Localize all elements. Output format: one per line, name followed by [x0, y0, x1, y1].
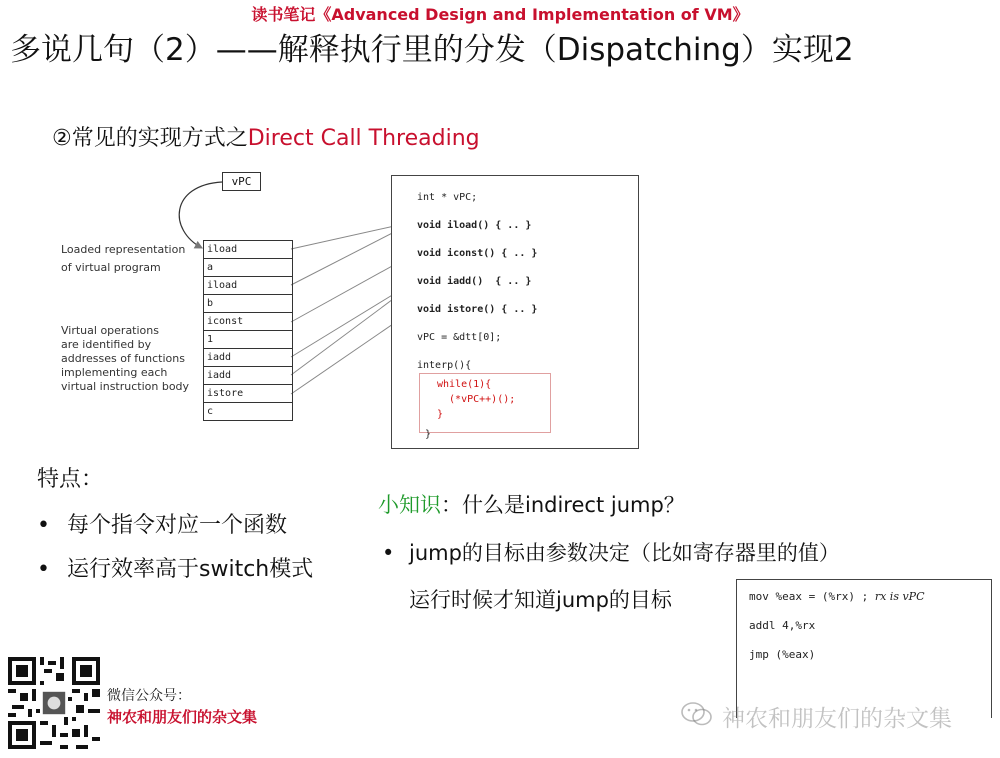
code-line: vPC = &dtt[0];: [417, 332, 502, 343]
wechat-label: 微信公众号：: [107, 688, 191, 704]
tip-label: 小知识: [378, 493, 441, 517]
program-cell: iconst: [204, 313, 292, 331]
program-cell: 1: [204, 331, 292, 349]
wechat-account-name: 神农和朋友们的杂文集: [107, 708, 258, 726]
note-line: Loaded representation: [61, 243, 186, 256]
asm-line: addl 4,%rx: [749, 619, 816, 632]
note-line: addresses of functions: [61, 352, 185, 365]
subtitle-highlight: Direct Call Threading: [247, 126, 480, 151]
wechat-watermark-icon: [680, 700, 714, 728]
tip-heading: [378, 489, 685, 519]
code-while-line: }: [437, 409, 444, 420]
subtitle-prefix: ②常见的实现方式之: [52, 126, 248, 151]
code-line: int * vPC;: [417, 192, 478, 203]
slide-title: 多说几句（2）——解释执行里的分发（Dispatching）实现2: [10, 32, 854, 68]
watermark-text: 神农和朋友们的杂文集: [722, 706, 952, 732]
note-line: are identified by: [61, 338, 152, 351]
bullet: •: [37, 513, 50, 538]
code-line: interp(){: [417, 360, 472, 371]
bullet: •: [37, 557, 50, 582]
program-cell: c: [204, 403, 292, 421]
code-line: void iload() { .. }: [417, 220, 532, 231]
code-line: void iconst() { .. }: [417, 248, 538, 259]
program-cell: iadd: [204, 349, 292, 367]
program-cell: a: [204, 259, 292, 277]
code-box: [391, 175, 639, 449]
feature-item: [37, 508, 287, 539]
asm-code: mov %eax = (%rx) ;: [749, 590, 875, 603]
note-line: of virtual program: [61, 261, 161, 274]
program-table: [203, 240, 293, 421]
tip-question: ：什么是indirect jump？: [441, 493, 685, 517]
note-line: implementing each: [61, 366, 168, 379]
program-cell: iadd: [204, 367, 292, 385]
vpc-box: vPC: [222, 172, 261, 191]
vpc-pointer-arrow: [179, 182, 222, 248]
program-cell: istore: [204, 385, 292, 403]
program-cell: iload: [204, 277, 292, 295]
tip-bullet-line: [382, 537, 840, 567]
series-title: 读书笔记《Advanced Design and Implementation of VM》: [251, 5, 749, 24]
bullet: •: [382, 541, 395, 565]
tip-line2: 运行时候才知道jump的目标: [409, 588, 672, 612]
code-line: }: [425, 429, 432, 440]
feature-text: 运行效率高于switch模式: [67, 557, 314, 582]
qr-code: [8, 657, 100, 749]
feature-text: 每个指令对应一个函数: [67, 513, 288, 538]
asm-note: rx is vPC: [874, 590, 925, 603]
note-line: virtual instruction body: [61, 380, 190, 393]
feature-item: [37, 552, 313, 583]
code-while-line: while(1){: [437, 379, 492, 390]
note-line: Virtual operations: [61, 324, 159, 337]
asm-line: [749, 590, 925, 603]
tip-line1: jump的目标由参数决定（比如寄存器里的值）: [409, 541, 840, 565]
code-while-line: (*vPC++)();: [437, 394, 516, 405]
features-heading: 特点：: [37, 467, 104, 492]
program-cell: iload: [204, 241, 292, 259]
asm-line: jmp (%eax): [749, 648, 816, 661]
code-line: void istore() { .. }: [417, 304, 538, 315]
program-cell: b: [204, 295, 292, 313]
note-ops: [61, 324, 189, 394]
code-line: void iadd() { .. }: [417, 276, 532, 287]
asm-box: [736, 579, 992, 718]
note-loaded: [61, 243, 185, 275]
